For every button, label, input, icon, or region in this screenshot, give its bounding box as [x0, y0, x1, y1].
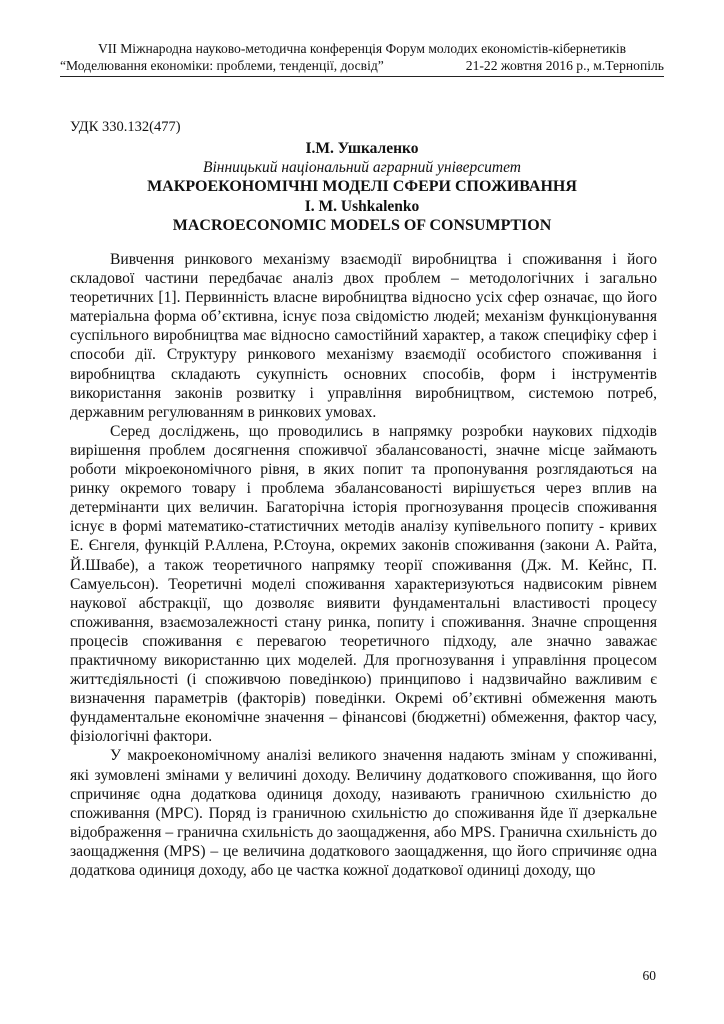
conference-theme: “Моделювання економіки: проблеми, тенденції, досвід”: [60, 58, 384, 73]
running-header: [60, 40, 664, 77]
author-en: I. M. Ushkalenko: [304, 198, 420, 215]
title-block: [60, 139, 664, 236]
udc-code: УДК 330.132(477): [70, 119, 181, 135]
paragraph: У макроекономічному аналізі великого значення надають змінам у споживанні, які зумовлені змінами у величині доходу. Величину додаткового споживання, що його спричиняє одна додаткова одиниця доходу, називають граничною схильністю до споживання (МРС). Поряд із граничною схильністю до споживання йде її дзеркальне відображення – гранична схильність до заощадження, або MPS. Гранична схильність до заощадження (MPS) – це величина додаткового заощадження, що його спричиняє одна додаткова одиниця доходу, або це частка кожної додаткової одиниці доходу, що: [70, 747, 657, 879]
paragraph: Серед досліджень, що проводились в напрямку розробки наукових підходів вирішення проблем досягнення споживчої збалансованості, значне місце займають роботи мікроекономічного рівня, в яких попит та пропонування розглядаються на ринку окремого товару і проблема збалансованості вирішується через вплив на детермінанти цих величин. Багаторічна історія прогнозування процесів споживання існує в формі математико-статистичних методів аналізу купівельного попиту - кривих Е. Єнгеля, функцій Р.Аллена, Р.Стоуна, окремих законів споживання (закони А. Райта, Й.Швабе), а також теоретичного напрямку теорії споживання (Дж. М. Кейнс, П. Самуельсон). Теоретичні моделі споживання характеризуються надвисоким рівнем наукової абстракції, що дозволяє виявити фундаментальні властивості процесу споживання, взаємозалежності стану ринка, попиту і споживання. Значне спрощення процесів споживання є перевагою теоретичного підходу, але значно заважає практичному використанню цих моделей. Для прогнозування і управління процесом життєдіяльності (і споживчою поведінкою) принципово і надзвичайно важливим є визначення параметрів (факторів) поведінки. Окремі об’єктивні обмеження мають фундаментальне економічне значення – фінансові (бюджетні) обмеження, фактор часу, фізіологічні фактори.: [70, 422, 657, 746]
affiliation: Вінницький національний аграрний університет: [203, 159, 521, 176]
paragraph: Вивчення ринкового механізму взаємодії виробництва і споживання і його складової частини передбачає аналіз двох проблем – методологічних і загально теоретичних [1]. Первинність власне виробництва відносно усіх сфер означає, що його матеріальна форма об’єктивна, існує поза свідомістю людей; механізм функціонування суспільного виробництва має відносно самостійний характер, а також специфіку сфер і способи дії. Структуру ринкового механізму взаємодії особистого споживання і виробництва складають сукупність основних способів, форм і інструментів використання законів розвитку і управління виробництвом, системою потреб, державним регулюванням в ринкових умовах.: [70, 251, 657, 421]
paper-title-ua: МАКРОЕКОНОМІЧНІ МОДЕЛІ СФЕРИ СПОЖИВАННЯ: [147, 178, 577, 195]
page-number: 60: [642, 968, 656, 983]
author-ua: І.М. Ушкаленко: [305, 140, 419, 157]
conference-title: VII Міжнародна науково-методична конференція Форум молодих економістів-кібернетиків: [97, 41, 627, 56]
paper-title-en: MACROECONOMIC MODELS OF CONSUMPTION: [172, 217, 552, 234]
conference-date-place: 21-22 жовтня 2016 р., м.Тернопіль: [465, 58, 664, 73]
body-text: [70, 250, 657, 880]
conference-subtitle-line: [60, 57, 664, 74]
